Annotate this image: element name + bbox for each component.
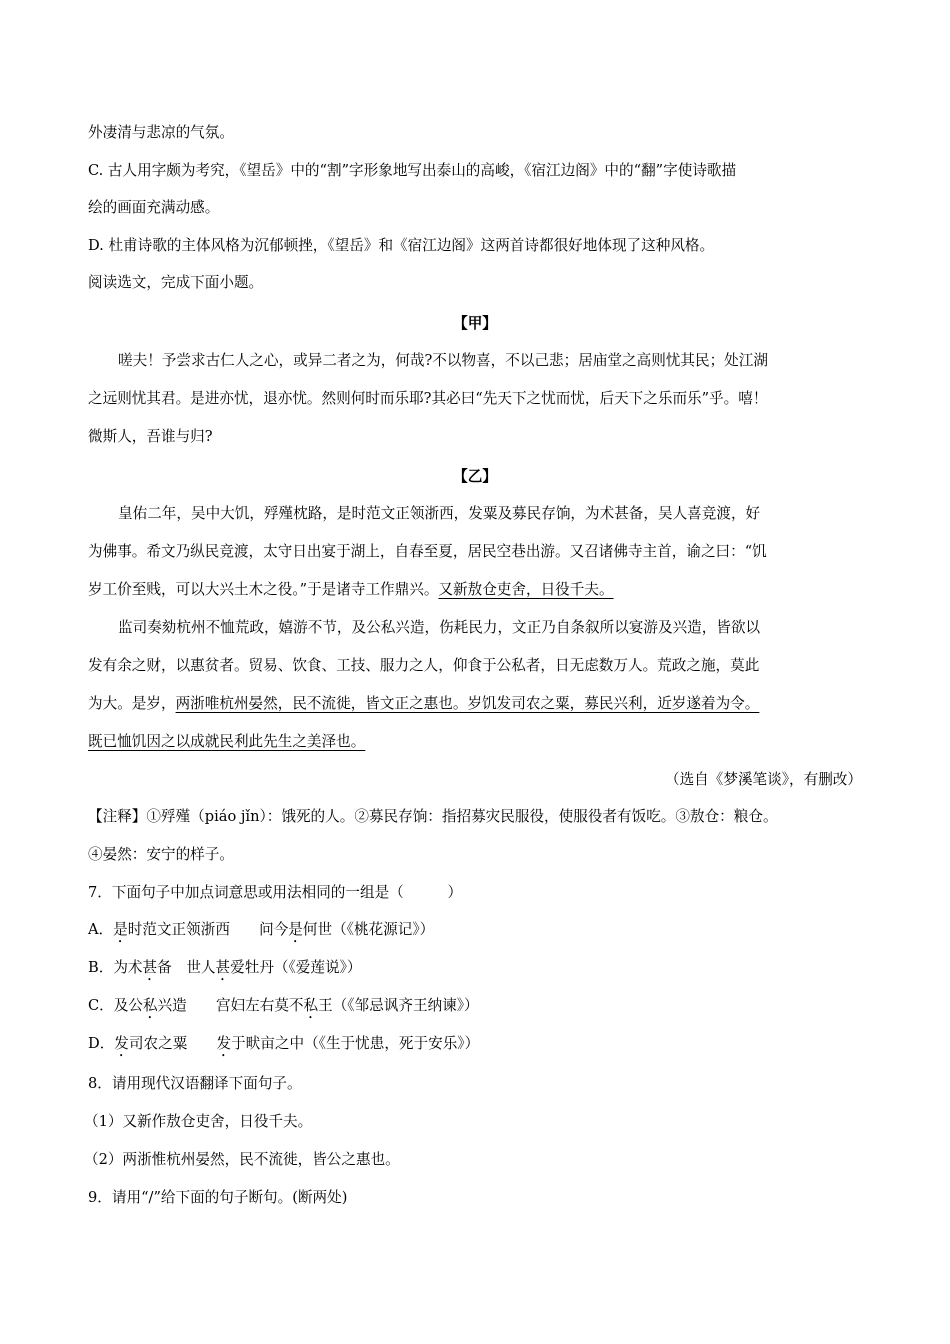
dotted-word: 发 bbox=[216, 1035, 232, 1052]
passage-yi-line: 发有余之财，以惠贫者。贸易、饮食、工技、服力之人，仰食于公私者，日无虑数万人。荒政之施，莫此 bbox=[88, 657, 760, 674]
annotation-line: ④晏然：安宁的样子。 bbox=[88, 846, 234, 863]
passage-jia-line: 之远则忧其君。是进亦忧，退亦忧。然则何时而乐耶?其必曰“先天下之忧而忧，后天下之乐而乐”乎。嘻！ bbox=[88, 390, 768, 407]
passage-jia-line: 嗟夫！予尝求古仁人之心，或异二者之为，何哉?不以物喜，不以己悲；居庙堂之高则忧其民；处江湖 bbox=[118, 352, 768, 369]
question-7-stem: 7．下面句子中加点词意思或用法相同的一组是（ ） bbox=[88, 884, 463, 901]
question-8-sentence-1: （1）又新作敖仓吏舍，日役千夫。 bbox=[84, 1113, 313, 1130]
dotted-word: 发 bbox=[114, 1035, 129, 1052]
option-d-line: D. 杜甫诗歌的主体风格为沉郁顿挫，《望岳》和《宿江边阁》这两首诗都很好地体现了这种风格。 bbox=[88, 237, 715, 254]
passage-source: （选自《梦溪笔谈》，有删改） bbox=[664, 771, 862, 788]
dotted-word: 甚 bbox=[142, 959, 158, 976]
annotation-line: 【注释】①殍殣（piáo jǐn）：饿死的人。②募民存饷：指招募灾民服役，使服役者有饭吃。③敖仓：粮仓。 bbox=[88, 808, 778, 825]
option-c-line: C. 古人用字颇为考究，《望岳》中的“割”字形象地写出泰山的高峻，《宿江边阁》中的“翻”字使诗歌描 bbox=[88, 162, 737, 179]
passage-text: 岁工价至贱，可以大兴土木之役。”于是诸寺工作鼎兴。 bbox=[88, 581, 439, 598]
passage-yi-line: 监司奏劾杭州不恤荒政，嬉游不节，及公私兴造，伤耗民力，文正乃自条叙所以宴游及兴造，皆欲以 bbox=[118, 619, 761, 636]
passage-yi-line bbox=[88, 693, 759, 715]
instruction-line: 阅读选文，完成下面小题。 bbox=[88, 274, 264, 291]
question-8-stem: 8．请用现代汉语翻译下面句子。 bbox=[88, 1075, 302, 1092]
text-line: 外凄清与悲凉的气氛。 bbox=[88, 124, 234, 141]
passage-yi-line bbox=[88, 731, 365, 753]
passage-yi-title: 【乙】 bbox=[453, 468, 497, 485]
passage-yi-line: 为佛事。希文乃纵民竞渡，太守日出宴于湖上，自春至夏，居民空巷出游。又召诸佛寺主首，谕之曰：“饥 bbox=[88, 543, 767, 560]
question-8-sentence-2: （2）两浙惟杭州晏然，民不流徙，皆公之惠也。 bbox=[84, 1151, 400, 1168]
passage-yi-line: 皇佑二年，吴中大饥，殍殣枕路，是时范文正领浙西，发粟及募民存饷，为术甚备，吴人喜竞渡，好 bbox=[118, 505, 761, 522]
dotted-word: 是 bbox=[288, 921, 303, 938]
question-9-stem: 9．请用“/”给下面的句子断句。(断两处) bbox=[88, 1189, 348, 1206]
dotted-word: 甚 bbox=[215, 959, 231, 976]
question-7-option-a: A．是时范文正领浙西 问今是何世（《桃花源记》） bbox=[88, 921, 435, 938]
passage-yi-line bbox=[88, 579, 614, 601]
underlined-sentence: 又新敖仓吏舍，日役千夫。 bbox=[438, 581, 614, 598]
passage-jia-title: 【甲】 bbox=[453, 315, 497, 332]
underlined-sentence: 既已恤饥因之以成就民利此先生之美泽也。 bbox=[88, 733, 366, 750]
question-7-option-d: D．发司农之粟 发于畎亩之中（《生于忧患，死于安乐》） bbox=[88, 1035, 480, 1052]
question-7-option-c: C．及公私兴造 宫妇左右莫不私王（《邹忌讽齐王纳谏》） bbox=[88, 997, 479, 1014]
dotted-word: 私 bbox=[142, 997, 158, 1014]
passage-text: 为大。是岁， bbox=[88, 695, 176, 712]
dotted-word: 是 bbox=[113, 921, 128, 938]
dotted-word: 私 bbox=[303, 997, 319, 1014]
passage-jia-line: 微斯人，吾谁与归? bbox=[88, 428, 213, 445]
question-7-option-b: B．为术甚备 世人甚爱牡丹（《爱莲说》） bbox=[88, 959, 362, 976]
underlined-sentence: 两浙唯杭州晏然，民不流徙，皆文正之惠也。 bbox=[175, 695, 468, 712]
text-line: 绘的画面充满动感。 bbox=[88, 199, 220, 216]
underlined-sentence: 岁饥发司农之粟，募民兴利，近岁遂着为令。 bbox=[467, 695, 760, 712]
